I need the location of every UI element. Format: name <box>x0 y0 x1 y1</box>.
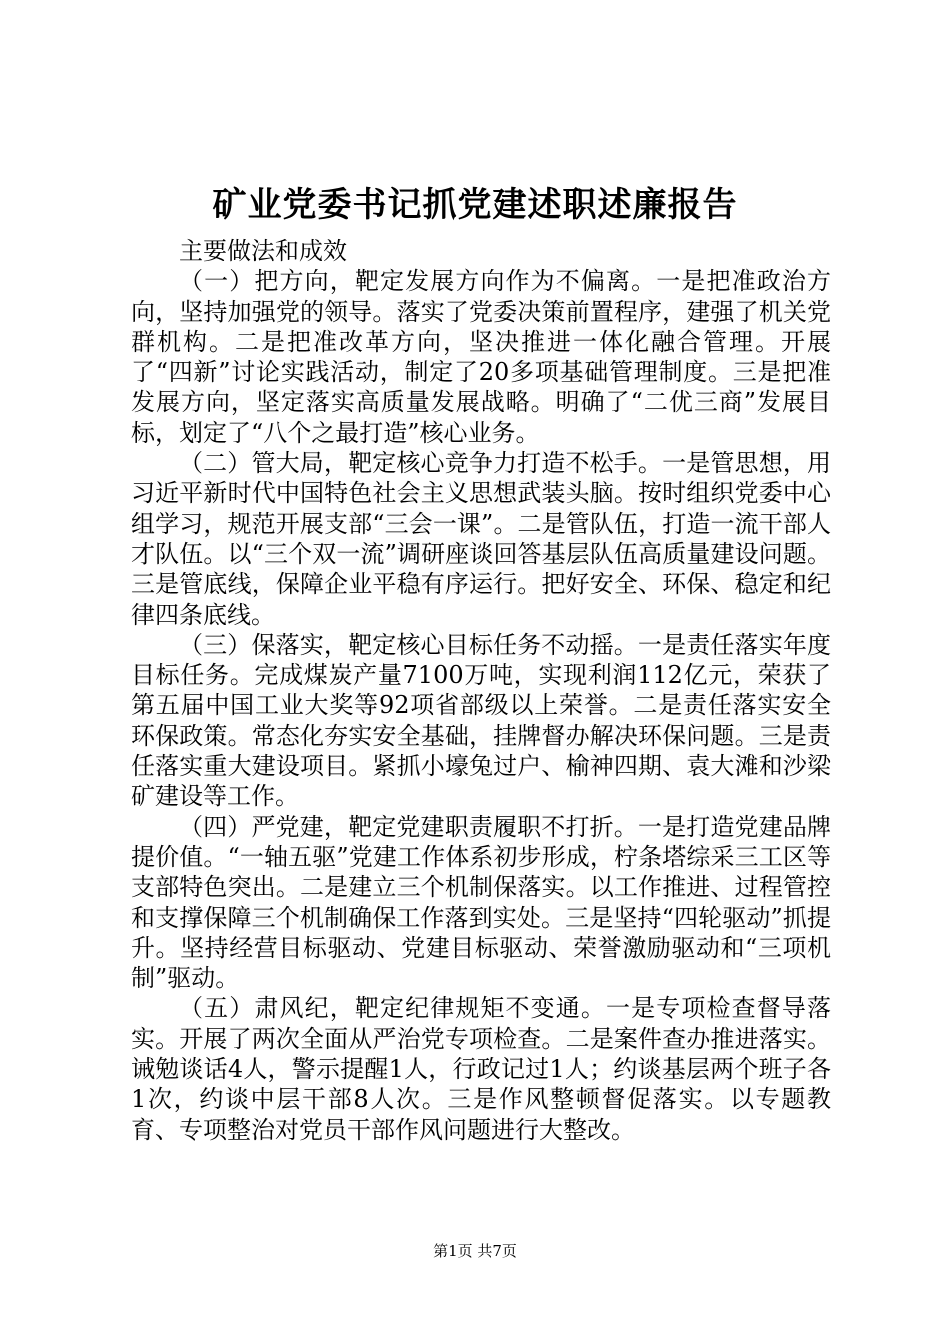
paragraph-1: （一）把方向，靶定发展方向作为不偏离。一是把准政治方向，坚持加强党的领导。落实了党委决策前置程序，建强了机关党群机构。二是把准改革方向，坚决推进一体化融合管理。开展了“四新”讨论实践活动，制定了20多项基础管理制度。三是把准发展方向，坚定落实高质量发展战略。明确了“二优三商”发展目标，划定了“八个之最打造”核心业务。 <box>131 267 831 447</box>
document-body <box>131 236 831 1145</box>
document-title: 矿业党委书记抓党建述职述廉报告 <box>212 185 738 225</box>
paragraph-2: （二）管大局，靶定核心竞争力打造不松手。一是管思想，用习近平新时代中国特色社会主义思想武装头脑。按时组织党委中心组学习，规范开展支部“三会一课”。二是管队伍，打造一流干部人才队伍。以“三个双一流”调研座谈回答基层队伍高质量建设问题。三是管底线，保障企业平稳有序运行。把好安全、环保、稳定和纪律四条底线。 <box>131 449 831 629</box>
paragraph-5: （五）肃风纪，靶定纪律规矩不变通。一是专项检查督导落实。开展了两次全面从严治党专项检查。二是案件查办推进落实。诫勉谈话4人，警示提醒1人，行政记过1人；约谈基层两个班子各1次，约谈中层干部8人次。三是作风整顿督促落实。以专题教育、专项整治对党员干部作风问题进行大整改。 <box>131 994 831 1144</box>
paragraph-4: （四）严党建，靶定党建职责履职不打折。一是打造党建品牌提价值。“一轴五驱”党建工作体系初步形成，柠条塔综采三工区等支部特色突出。二是建立三个机制保落实。以工作推进、过程管控和支撑保障三个机制确保工作落到实处。三是坚持“四轮驱动”抓提升。坚持经营目标驱动、党建目标驱动、荣誉激励驱动和“三项机制”驱动。 <box>131 812 831 993</box>
page-footer: 第1页 共7页 <box>433 1242 517 1260</box>
section-heading: 主要做法和成效 <box>179 237 347 265</box>
paragraph-3: （三）保落实，靶定核心目标任务不动摇。一是责任落实年度目标任务。完成煤炭产量7100万吨，实现利润112亿元，荣获了第五届中国工业大奖等92项省部级以上荣誉。二是责任落实安全环保政策。常态化夯实安全基础，挂牌督办解决环保问题。三是责任落实重大建设项目。紧抓小壕兔过户、榆神四期、袁大滩和沙梁矿建设等工作。 <box>131 630 831 811</box>
